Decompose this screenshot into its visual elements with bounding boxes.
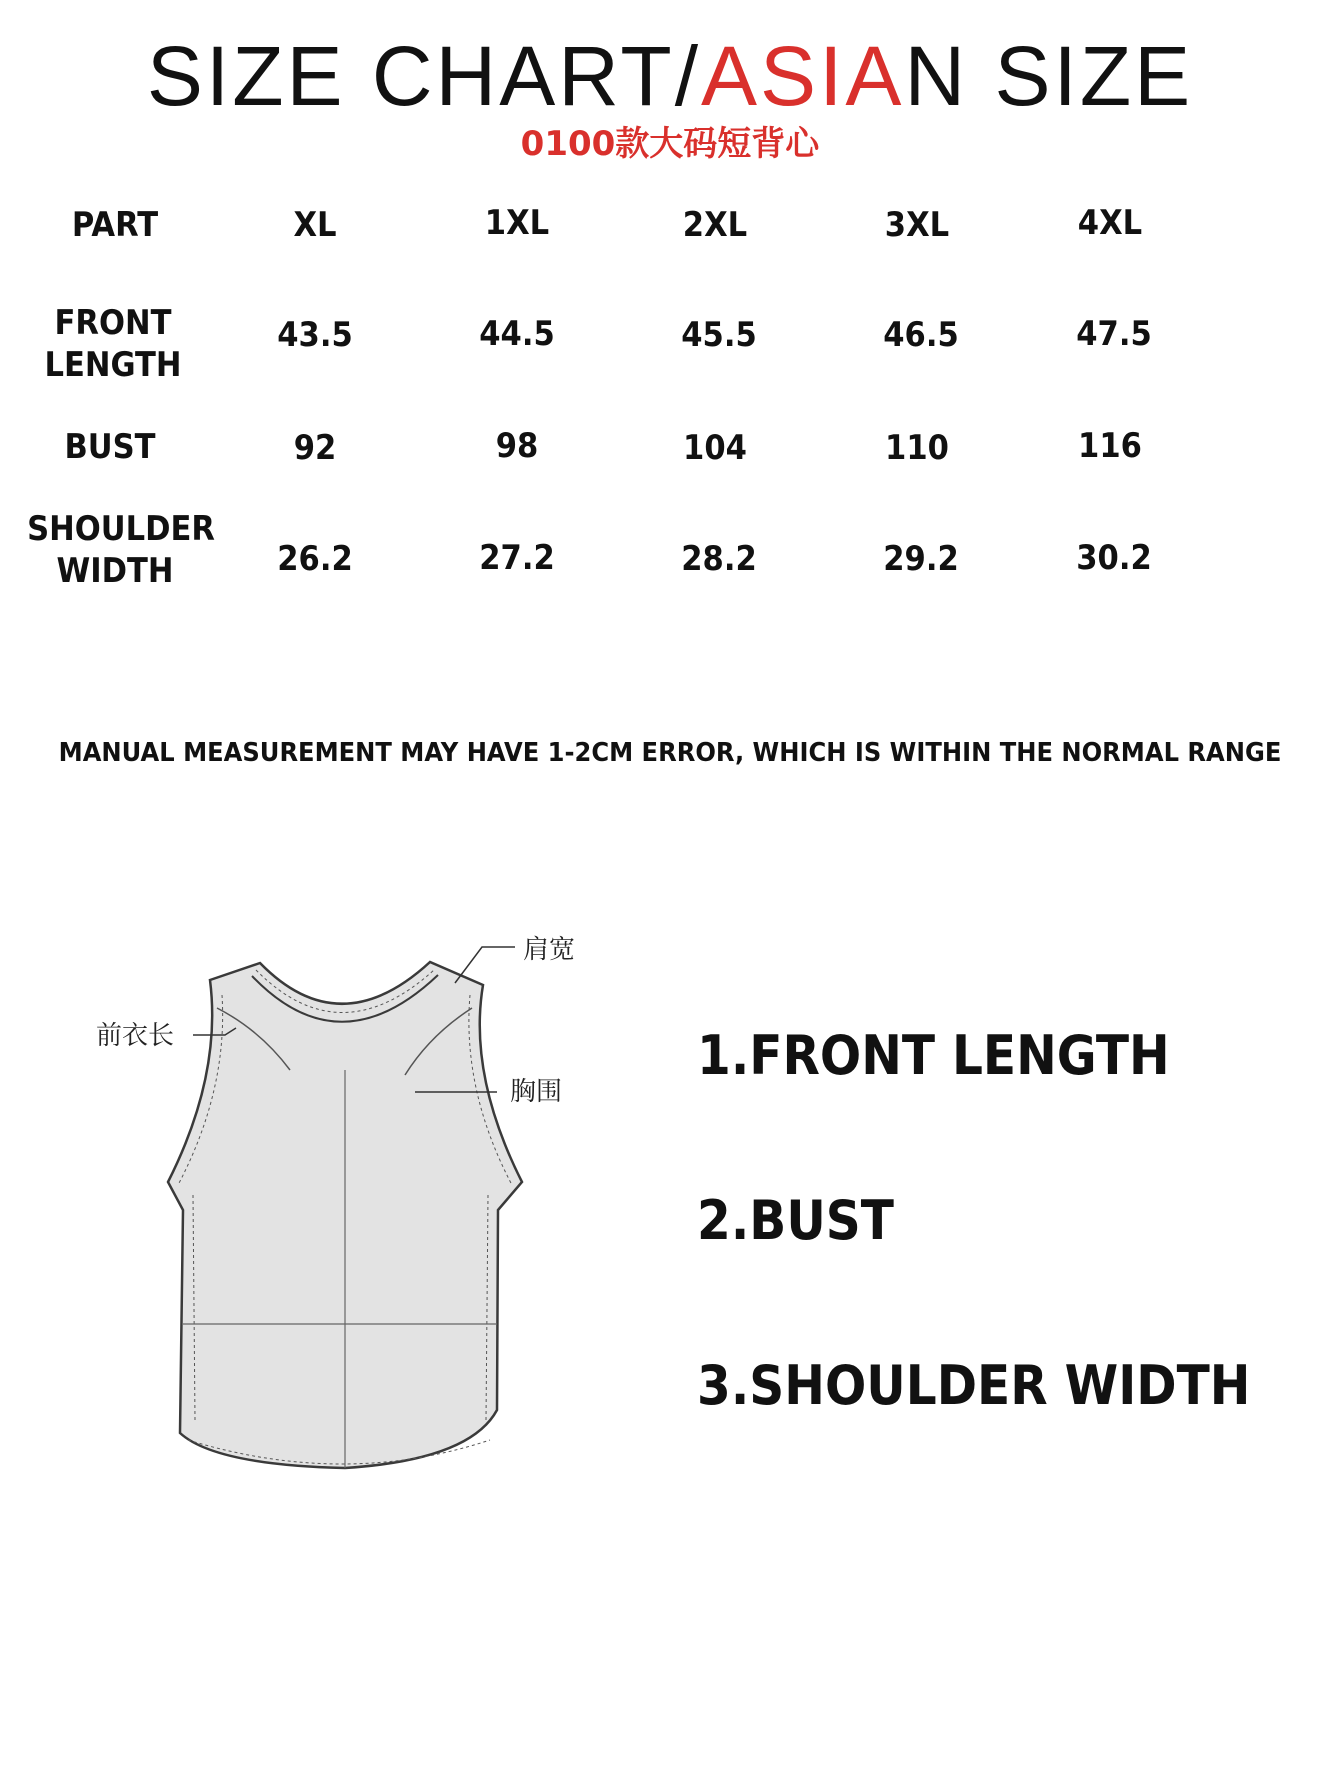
page-title: [0, 28, 1340, 124]
row-label-front-length-line1: FRONT: [54, 303, 172, 343]
title-part-1: SIZE CHART/: [146, 29, 702, 123]
title-part-3: N SIZE: [904, 29, 1194, 123]
table-cell: 104: [683, 428, 747, 468]
measurement-note: MANUAL MEASUREMENT MAY HAVE 1-2CM ERROR, WHICH IS WITHIN THE NORMAL RANGE: [58, 738, 1282, 768]
table-cell: 45.5: [681, 315, 757, 355]
tank-top-diagram: [0, 920, 640, 1520]
table-header-size: 3XL: [884, 205, 950, 245]
table-cell: 43.5: [277, 315, 353, 355]
legend-item-bust: 2.BUST: [697, 1189, 894, 1252]
title-part-2-highlight: ASIA: [701, 29, 905, 123]
table-header-size: 2XL: [682, 205, 748, 245]
table-cell: 110: [885, 428, 949, 468]
product-code-subtitle: 0100款大码短背心: [520, 124, 820, 164]
callout-shoulder-width: 肩宽: [523, 935, 576, 965]
tank-top-illustration: [168, 962, 522, 1468]
callout-front-length: 前衣长: [96, 1021, 175, 1051]
row-label-shoulder-width-line2: WIDTH: [56, 551, 174, 591]
legend-item-shoulder-width: 3.SHOULDER WIDTH: [697, 1354, 1251, 1417]
table-header-part: PART: [71, 205, 159, 245]
table-cell: 28.2: [681, 539, 757, 579]
legend-item-front-length: 1.FRONT LENGTH: [697, 1024, 1170, 1087]
row-label-front-length-line2: LENGTH: [44, 345, 182, 385]
table-cell: 30.2: [1076, 538, 1152, 578]
table-cell: 92: [293, 428, 337, 468]
table-cell: 26.2: [277, 539, 353, 579]
table-header-size: XL: [293, 205, 337, 245]
table-header-size: 4XL: [1077, 203, 1143, 243]
row-label-bust: BUST: [64, 427, 156, 467]
table-cell: 29.2: [883, 539, 959, 579]
table-header-size: 1XL: [484, 203, 550, 243]
table-cell: 46.5: [883, 315, 959, 355]
table-cell: 47.5: [1076, 314, 1152, 354]
table-cell: 98: [495, 426, 539, 466]
table-cell: 116: [1078, 426, 1142, 466]
table-cell: 44.5: [479, 314, 555, 354]
callout-bust: 胸围: [510, 1077, 563, 1107]
table-cell: 27.2: [479, 538, 555, 578]
row-label-shoulder-width-line1: SHOULDER: [27, 509, 215, 549]
